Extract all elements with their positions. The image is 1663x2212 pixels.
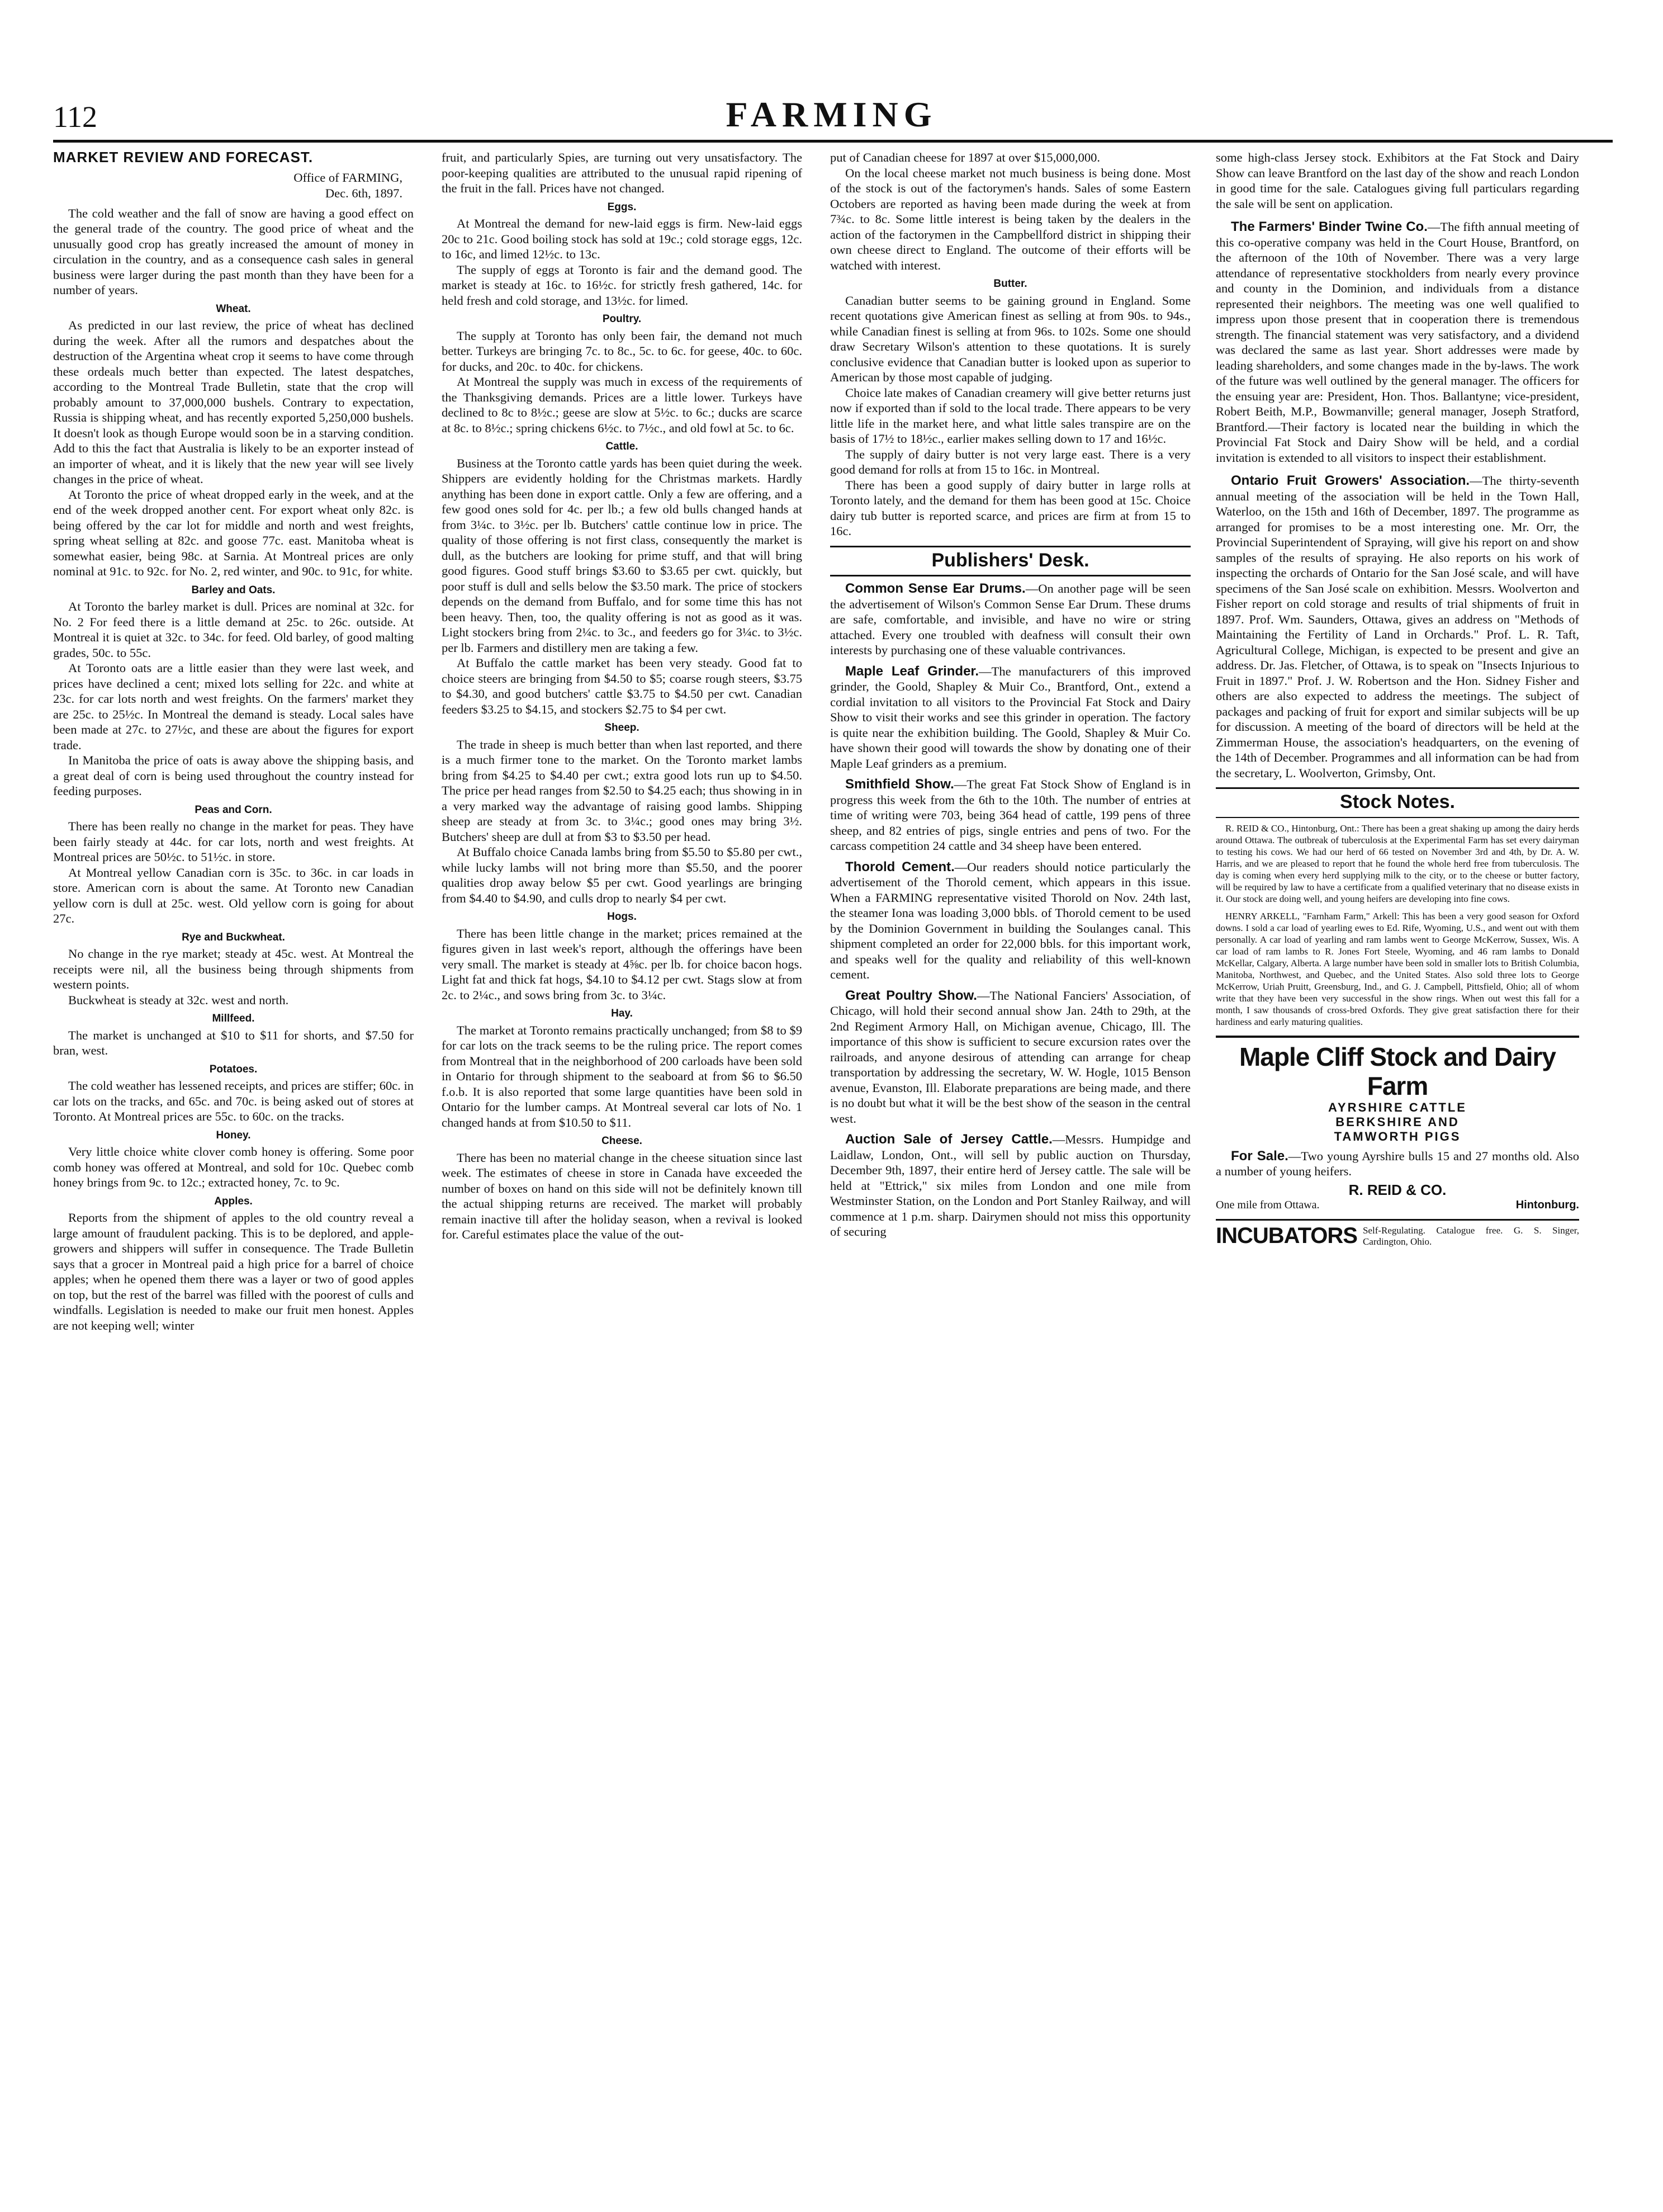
maple-leaf-item (830, 664, 1191, 772)
butter-paragraph: There has been a good supply of dairy butter in large rolls at Toronto lately, and the demand for them has been good at 15c. Choice dairy tub butter is reported scarce, and prices are firm at from 15 to 16c. (830, 478, 1191, 538)
market-review-heading: MARKET REVIEW AND FORECAST. (53, 149, 314, 166)
barley-heading: Barley and Oats. (191, 584, 276, 596)
rye-paragraph: No change in the rye market; steady at 45c. west. At Montreal the receipts were nil, all the business being through shipments from western points. (53, 947, 414, 991)
butter-paragraph: Choice late makes of Canadian creamery will give better returns just now if exported than if sold to the local trade. There appears to be very little life in the market here, and what little sales transpire are on the basis of 17½ to 18½c., earlier makes selling down to 17 and 16½c. (830, 385, 1191, 446)
smithfield-item (830, 777, 1191, 854)
cheese-paragraph: There has been no material change in the cheese situation since last week. The estimates of cheese in store in Canada have exceeded the number of boxes on hand on this side will not be definitely known till the actual shipping returns are received. The market will probably remain inactive till after the holiday season, when a revival is looked for. Careful estimates place the value of the out- (442, 1150, 802, 1241)
barley-paragraph: At Toronto the barley market is dull. Prices are nominal at 32c. for No. 2 For feed there is a little demand at 25c. to 26c. outside. At Montreal it is quiet at 32c. to 34c. for feed. Old barley, of good malting grades, 50c. to 55c. (53, 599, 414, 660)
item-text: —The manufacturers of this improved grinder, the Goold, Shapley & Muir Co., Brantford, Ont., extend a cordial invitation to all visitors to the Provincial Fat Stock and Dairy Show to visit their works and see this grinder in operation. The factory is quite near the exhibition building. The Goold, Shapley & Muir Co. have shown their good will towards the show by donating one of their Maple Leaf grinders as a premium. (830, 664, 1191, 771)
page-number: 112 (53, 100, 97, 134)
item-text: —The National Fanciers' Association, of Chicago, will hold their second annual show Jan. 24th to 29th, at the 2nd Regiment Armory Hall, on Michigan avenue, Chicago, Ill. The importance of this show is sufficient to secure excursion rates over the railroads, and anyone desirous of attending can arrange for cheap transportation by addressing the secretary, W. W. Hogle, 1015 Benson avenue, Evanston, Ill. Elaborate preparations are being made, and there is no doubt but what it will be the best show of the season in the central west. (830, 988, 1191, 1126)
ad-sale-body: —Two young Ayrshire bulls 15 and 27 months old. Also a number of young heifers. (1216, 1148, 1579, 1178)
item-text: —Messrs. Humpidge and Laidlaw, London, Ont., will sell by public auction on Thursday, December 9th, 1897, their entire herd of Jersey cattle. The sale will be held at "Ettrick," six miles from London and one mile from Westminster Station, on the London and Port Stanley Railway, and will commence at 1 p.m. sharp. Dairymen should not miss this opportunity of securing (830, 1132, 1191, 1239)
sheep-paragraph: At Buffalo choice Canada lambs bring from $5.50 to $5.80 per cwt., while lucky lambs will not bring more than $5.50, and the poorer qualities drop away below $5 per cwt. Good yearlings are bringing from $4.40 to $4.90, and culls drop to nearly $4 per cwt. (442, 845, 802, 905)
wheat-heading: Wheat. (216, 303, 251, 315)
publishers-desk-heading: Publishers' Desk. (931, 549, 1089, 571)
column-2 (442, 150, 802, 1242)
barley-paragraph: In Manitoba the price of oats is away above the shipping basis, and a great deal of corn is being used throughout the country instead for feeding purposes. (53, 753, 414, 798)
item-title: Great Poultry Show. (845, 987, 977, 1003)
column-4 (1216, 150, 1579, 1247)
peas-heading: Peas and Corn. (195, 803, 272, 816)
item-title: Ontario Fruit Growers' Association. (1231, 473, 1470, 488)
peas-paragraph: There has been really no change in the market for peas. They have been fairly steady at 44c. for car lots, north and west freights. At Montreal prices are 50½c. to 51½c. in store. (53, 819, 414, 864)
apples-heading: Apples. (214, 1195, 253, 1207)
ad-line: TAMWORTH PIGS (1334, 1129, 1461, 1143)
rye-heading: Rye and Buckwheat. (182, 931, 285, 943)
item-text: —The fifth annual meeting of this co-operative company was held in the Court House, Brantford, on the afternoon of the 10th of November. There was a very large attendance of representative stockholders from nearly every province and county in the Dominion, and individuals from a distance represented their neighbors. The meeting was one well qualified to impress upon those present that in cooperation there is tremendous strength. The financial statement was very satisfactory, and a dividend was declared the same as last year. Short addresses were made by leading shareholders, and some changes made in the by-laws. The work of the future was well outlined by the general manager. The officers for the ensuing year are: President, Hon. Thos. Ballantyne; vice-president, Robert Beith, M.P., Bowmanville; general manager, Joseph Stratford, Brantford.—Their factory is located near the building in which the Provincial Fat Stock and Dairy Show will be held, and a cordial invitation is extended to all visitors to inspect their establishment. (1216, 220, 1579, 465)
item-text: —The thirty-seventh annual meeting of the association will be held in the Town Hall, Waterloo, on the 15th and 16th of December, 1897. The programme as arranged for promises to be a most interesting one. Mr. Orr, the Provincial Superintendent of Spraying, will give his report on and show samples of the results of spraying. He also reports on his work of inspecting the orchards of Ontario for the San José scale, and will have specimens of the San José scale on exhibition. Messrs. Woolverton and Fisher report on cold storage and results of trial shipments of fruit in 1897. Prof. Wm. Saunders, Ottawa, gives an address on "Methods of Maintaining the Fertility of Land in Orchards." Prof. L. R. Taft, Agricultural College, Michigan, is expected to be present and give an address. Dr. Jas. Fletcher, of Ottawa, is to speak on "Insects Injurious to Fruit in 1897." Prof. J. W. Robertson and the Hon. Sidney Fisher and others are also expected to address the meetings. The subject of packages and packing of fruit for export and similar subjects will be up for discussion. A meeting of the board of directors will be held at the Zimmerman House, the association's headquarters, on the evening of the 14th of December. Programmes and all information can be had from the secretary, L. Woolverton, Grimsby, Ont. (1216, 474, 1579, 780)
sheep-heading: Sheep. (604, 722, 639, 734)
item-title: Maple Leaf Grinder. (845, 663, 979, 679)
cattle-heading: Cattle. (605, 441, 638, 452)
ad-line: AYRSHIRE CATTLE (1328, 1100, 1467, 1114)
potatoes-paragraph: The cold weather has lessened receipts, and prices are stiffer; 60c. in car lots on the tracks, and 65c. and 70c. is being asked out of stores at Toronto. At Montreal prices are 55c. to 60c. on the tracks. (53, 1079, 414, 1123)
thorold-item (830, 859, 1191, 982)
butter-paragraph: The supply of dairy butter is not very large east. There is a very good demand for rolls at from 15 to 16c. in Montreal. (830, 447, 1191, 476)
poultry-heading: Poultry. (602, 313, 642, 325)
poultry-paragraph: At Montreal the supply was much in excess of the requirements of the Thanksgiving demands. Prices are a little lower. Turkeys have declined to 8c to 8½c.; geese are slow at 5½c. to 6c.; ducks are scarce at 8c. to 8½c.; spring chickens 6½c. to 7½c., and old fowl at 5c. to 6c. (442, 375, 802, 435)
item-title: Thorold Cement. (845, 859, 955, 875)
item-title: Auction Sale of Jersey Cattle. (845, 1132, 1053, 1147)
column-1 (53, 150, 414, 1333)
sheep-paragraph: The trade in sheep is much better than when last reported, and there is a much firmer tone to the market. On the Toronto market lambs bring from $4.25 to $4.40 per cwt.; extra good lots run up to $4.50. The price per head ranges from $2.50 to $4.25 each; thus showing in in a very marked way the advantage of raising good lambs. Shipping sheep are steady at from 3c. to 3¼c.; good ones may bring 3½. Butchers' sheep are dull at from $3 to $3.50 per head. (442, 737, 802, 844)
butter-heading: Butter. (993, 278, 1027, 290)
item-title: Smithfield Show. (845, 777, 954, 792)
item-text: —The great Fat Stock Show of England is in progress this week from the 6th to the 10th. The number of entries at time of writing were 703, being 364 head of cattle, 199 pens of three sheep, and 82 entries of pigs, single entries and pens of two. For the carcass competition 24 cattle and 34 sheep have been entered. (830, 777, 1191, 853)
millfeed-paragraph: The market is unchanged at $10 to $11 for shorts, and $7.50 for bran, west. (53, 1028, 414, 1057)
wheat-paragraph: At Toronto the price of wheat dropped early in the week, and at the end of the week dropped another cent. For export wheat only 82c. is being offered by the car lot for middle and north and west freights, spring wheat selling at 82c. and goose 77c. east. Manitoba wheat is somewhat easier, being 98c. at Sarnia. At Montreal prices are only nominal at 91c. to 92c. for No. 2, red winter, and 90c. to 91c, for white. (53, 487, 414, 578)
hay-paragraph: The market at Toronto remains practically unchanged; from $8 to $9 for car lots on the track seems to be the ruling price. The report comes from Montreal that in the neighborhood of 200 carloads have been sold in Ontario for through shipment to the seaboard at from $6 to $6.50 f.o.b. It is also reported that some large quantities have been sold in Ontario for the lumber camps. At Montreal several car lots of No. 1 changed hands at from $10.50 to $11. (442, 1023, 802, 1129)
peas-paragraph: At Montreal yellow Canadian corn is 35c. to 36c. in car loads in store. American corn is about the same. At Toronto new Canadian yellow corn is dull at 25c. west. Old yellow corn is going for about 27c. (53, 865, 414, 925)
eggs-paragraph: At Montreal the demand for new-laid eggs is firm. New-laid eggs 20c to 21c. Good boiling stock has sold at 19c.; cold storage eggs, 12c. to 16c, and limed 12½c. to 13c. (442, 216, 802, 261)
header-rule (53, 140, 1613, 143)
binder-twine-item (1216, 219, 1579, 465)
ad-location-left: One mile from Ottawa. (1216, 1199, 1320, 1211)
column-3 (830, 150, 1191, 1240)
stock-notes-body (1216, 823, 1579, 1028)
potatoes-heading: Potatoes. (209, 1063, 258, 1075)
honey-paragraph: Very little choice white clover comb honey is offering. Some poor comb honey was offered at Montreal, and sold for 10c. Quebec comb honey brings from 9c. to 12c.; extracted honey, 7c. to 9c. (53, 1145, 414, 1189)
rye-paragraph: Buckwheat is steady at 32c. west and north. (68, 992, 289, 1007)
butter-paragraph: Canadian butter seems to be gaining ground in England. Some recent quotations give American finest as selling at from 90s. to 94s., while Canadian finest is selling at from 96s. to 102s. Some one should draw Secretary Wilson's attention to these quotations. It is surely conclusive evidence that Canadian butter is looked upon as superior to American by those most capable of judging. (830, 293, 1191, 384)
item-text: —On another page will be seen the advertisement of Wilson's Common Sense Ear Drum. These drums are safe, comfortable, and invisible, and have no wire or string attached. Every one troubled with deafness will consult their own interests by purchasing one of these valuable contrivances. (830, 582, 1191, 657)
masthead-title: FARMING (726, 94, 937, 134)
barley-paragraph: At Toronto oats are a little easier than they were last week, and prices have declined a cent; mixed lots selling for 22c. and white at 23c. for car lots north and west freights. On the farmers' market they are 25c. to 25½c. In Montreal the demand is steady. Local sales have been made at 27c. to 27½c, and these are about the figures for export trade. (53, 661, 414, 752)
maple-cliff-advertisement (1216, 1036, 1579, 1213)
eggs-heading: Eggs. (607, 201, 637, 213)
poultry-show-item (830, 988, 1191, 1127)
ad-location-right: Hintonburg. (1515, 1199, 1579, 1211)
ad-line: BERKSHIRE AND (1335, 1114, 1460, 1129)
incubators-text: Self-Regulating. Catalogue free. G. S. Singer, Cardington, Ohio. (1362, 1225, 1579, 1247)
arkell-note: HENRY ARKELL, "Farnham Farm," Arkell: This has been a very good season for Oxford downs. I sold a car load of yearling ewes to Ed. Rife, Wyoming, U.S., and went out with them personally. A car load of yearling and ram lambs went to George McKerrow, Sussex, Wis. A car load of ram lambs to R. Jones Fort Steele, Wyoming, and 46 ram lambs to Donald McKellar, Calgary, Alberta. A large number have been sold in smaller lots to British Columbia, Manitoba, Northwest, and Quebec, and the United States. Also sold three lots to George McKerrow, Uriah Pruitt, Greensburg, Ind., and G. J. Campbell, Pittsfield, Ohio; all of whom write that they have been very successful in the show rings. When out west this fall for a month, I saw thousands of cross-bred Oxfords. They give great satisfaction there for their hardiness and early maturing qualities. (1216, 910, 1579, 1027)
stock-notes-heading: Stock Notes. (1340, 791, 1455, 812)
intro-paragraph: The cold weather and the fall of snow are having a good effect on the general trade of the country. The good price of wheat and the unusually good crop has greatly increased the amount of money in circulation in the country, and as a consequence cash sales in general business were larger during the past month than they have been for a number of years. (53, 206, 414, 297)
wheat-paragraph: As predicted in our last review, the price of wheat has declined during the week. After all the rumors and despatches about the destruction of the Argentina wheat crop it seems to have come through these ordeals much better than expected. The latest despatches, according to the Montreal Trade Bulletin, state that the crop will probably amount to 37,000,000 bushels. Contrary to expectation, Russia is shipping wheat, and has recently exported 5,250,000 bushels. It doesn't look as though Europe would soon be in a starving condition. Add to this the fact that Australia is likely to be an exporter instead of an importer of wheat, and it is likely that the new year will see lively changes in the price of wheat. (53, 318, 414, 486)
continued-paragraph: some high-class Jersey stock. Exhibitors at the Fat Stock and Dairy Show can leave Brantford on the last day of the show and reach London in good time for the sale. Catalogues giving full particulars regarding the sale will be sent on application. (1216, 150, 1579, 211)
hogs-heading: Hogs. (607, 911, 637, 923)
incubators-advertisement (1216, 1219, 1579, 1247)
poultry-paragraph: The supply at Toronto has only been fair, the demand not much better. Turkeys are bringing 7c. to 8c., 5c. to 6c. for geese, 40c. to 60c. for ducks, and 20c. to 40c. for chickens. (442, 328, 802, 374)
item-text: —Our readers should notice particularly the advertisement of the Thorold cement, which appears in this issue. When a FARMING representative visited Thorold on Nov. 24th last, the steamer Iona was loading 3,000 bbls. of Thorold cement to be used by the Dominion Government in building the Soulanges canal. This shipment completed an order for 22,000 bbls. for this important work, and speaks well for the quality and reliability of this well-known cement. (830, 859, 1191, 981)
cattle-paragraph: Business at the Toronto cattle yards has been quiet during the week. Shippers are evidently holding for the Christmas markets. Hardly anything has been done in export cattle. Only a few are offering, and a few good ones sold for 4c. per lb.; a few old bulls changed hands at from 3¼c. to 3½c. per lb. Butchers' cattle continue low in price. The quality of those offering is not first class, consequently the market is dull, as the butchers are looking for prime stuff, and that will bring good figures. Good stuff brings $3.60 to $3.65 per cwt. quickly, but poor stuff is dull and sells below the $3.50 mark. The price of stockers depends on the demand from Buffalo, and for some time this has not been heavy. Then, too, the quality offering is not as good as it was. Light stockers bring from 2¼c. to 3c., and feeders go for 3¼c. to 3½c. per lb. Farmers and distillery men are taking a few. (442, 456, 802, 655)
millfeed-heading: Millfeed. (212, 1013, 255, 1024)
ad-firm-name: R. REID & CO. (1348, 1181, 1447, 1198)
ad-location (1216, 1198, 1579, 1213)
cattle-paragraph: At Buffalo the cattle market has been very steady. Good fat to choice steers are bringing from $4.50 to $5; coarse rough steers, $3.75 to $4.30, and good butchers' cattle $3.75 to $4.50 per cwt. Canadian feeders $3.25 to $4.15, and stockers $2.75 to $4 per cwt. (442, 656, 802, 716)
apples-paragraph: Reports from the shipment of apples to the old country reveal a large amount of fraudulent packing. This is to be deplored, and apple-growers and shippers will suffer in consequence. The Trade Bulletin says that a grocer in Montreal paid a high price for a barrel of choice apples; when he opened them there was a layer or two of good apples on top, but the rest of the barrel was filled with the poorest of culls and windfalls. Legislation is needed to make our fruit men honest. Apples are not keeping well; winter (53, 1211, 414, 1332)
honey-heading: Honey. (216, 1129, 251, 1141)
cheese-heading: Cheese. (601, 1135, 642, 1147)
incubators-title: INCUBATORS (1216, 1223, 1357, 1248)
date-line: Dec. 6th, 1897. (325, 186, 402, 200)
cheese-paragraph: On the local cheese market not much business is being done. Most of the stock is out of the factorymen's hands. Sales of some Eastern Octobers are reported as having been made during the week at from 7¾c. to 8c. Some little interest is being taken by the dealers in the action of the factorymen in the Campbellford district in shipping their own cheese direct to England. The outcome of their efforts will be watched with interest. (830, 166, 1191, 272)
auction-item (830, 1132, 1191, 1240)
eggs-paragraph: The supply of eggs at Toronto is fair and the demand good. The market is steady at 16c. to 16½c. for strictly fresh gathered, 14c. for held fresh and cold storage, and 13½c. for limed. (442, 262, 802, 308)
ad-sale-title: For Sale. (1231, 1148, 1288, 1164)
continued-paragraph: put of Canadian cheese for 1897 at over $15,000,000. (830, 150, 1100, 164)
hogs-paragraph: There has been little change in the market; prices remained at the figures given in last week's report, although the offerings have been very small. The market is steady at 4⅝c. per lb. for choice bacon hogs. Light fat and thick fat hogs, $4.10 to $4.12 per cwt. Stags slow at from 2c. to 2¼c., and sows bring from 3c. to 3¼c. (442, 926, 802, 1002)
item-title: Common Sense Ear Drums. (845, 581, 1026, 596)
office-line: Office of FARMING, (293, 170, 402, 185)
reid-note: R. REID & CO., Hintonburg, Ont.: There has been a great shaking up among the dairy herds around Ottawa. The outbreak of tuberculosis at the Experimental Farm has set every dairyman to testing his cows. We had our herd of 66 tested on November 3rd and 4th, by Dr. A. W. Harris, and we are pleased to report that he found the whole herd free from tuberculosis. The day is coming when every herd supplying milk to the city, or to the cheese or butter factory, will be required by law to have a certificate from a qualified veterinary that no disease exists in it. Our stock are doing well, and young heifers are developing into fine cows. (1216, 823, 1579, 904)
item-title: The Farmers' Binder Twine Co. (1231, 219, 1428, 234)
ear-drums-item (830, 581, 1191, 658)
office-dateline (53, 170, 402, 201)
hay-heading: Hay. (611, 1008, 633, 1019)
ad-sale-text (1216, 1148, 1579, 1179)
fruit-growers-item (1216, 473, 1579, 781)
continued-paragraph: fruit, and particularly Spies, are turning out very unsatisfactory. The poor-keeping qualities are attributed to the unusual rapid ripening of the fruit in the fall. Prices have not changed. (442, 150, 802, 195)
ad-title: Maple Cliff Stock and Dairy Farm (1239, 1042, 1556, 1100)
